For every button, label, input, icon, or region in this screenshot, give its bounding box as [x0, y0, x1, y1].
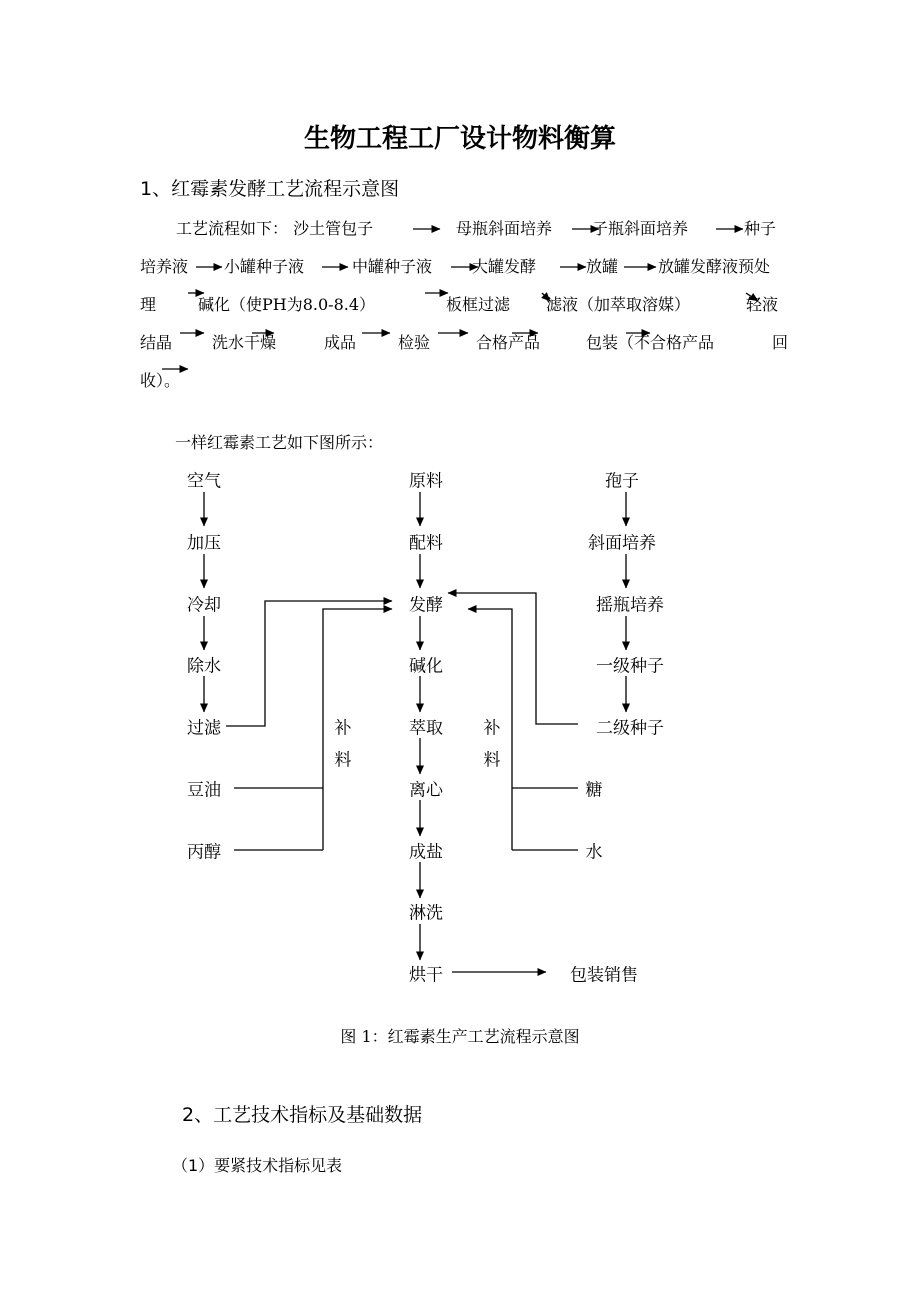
section-2-heading: 2、工艺技术指标及基础数据	[182, 1104, 423, 1126]
process-step: 种子	[744, 219, 777, 238]
process-step: 收）。	[140, 371, 181, 390]
node-compress: 加压	[187, 533, 221, 554]
diagram-intro: 一样红霉素工艺如下图所示：	[175, 433, 384, 452]
node-cool: 冷却	[187, 595, 221, 616]
node-raw-material: 原料	[409, 471, 443, 492]
node-sugar: 糖	[585, 780, 603, 801]
node-packaging-sales: 包装销售	[570, 965, 638, 986]
node-fermentation: 发酵	[409, 595, 443, 616]
node-salt-formation: 成盐	[409, 842, 443, 863]
node-alkalize: 碱化	[409, 656, 443, 677]
supplement-right-char-1: 补	[483, 718, 501, 739]
section-2-subheading: （1）要紧技术指标见表	[172, 1156, 343, 1175]
process-step: 大罐发酵	[472, 257, 537, 276]
process-step: 轻液	[746, 295, 779, 314]
process-step: 包装（不合格产品	[586, 333, 715, 352]
process-step: 结晶	[140, 333, 173, 352]
process-step: 中罐种子液	[352, 257, 433, 276]
node-air: 空气	[187, 471, 221, 492]
arrow-seed2-to-ferment	[448, 593, 578, 724]
node-seed-level-1: 一级种子	[596, 656, 664, 677]
process-arrow	[746, 293, 758, 301]
page-title: 生物工程工厂设计物料衡算	[303, 124, 616, 154]
process-step: 回	[772, 333, 789, 352]
process-step: 母瓶斜面培养	[456, 219, 553, 238]
supplement-left-char-2: 料	[334, 750, 352, 771]
node-slant-culture: 斜面培养	[588, 533, 656, 554]
process-step: 碱化（使PH为8.0-8.4）	[198, 295, 376, 314]
node-dewater: 除水	[187, 656, 221, 677]
figure-caption: 图 1：红霉素生产工艺流程示意图	[340, 1027, 580, 1046]
process-step: 滤液（加萃取溶媒）	[546, 295, 691, 314]
node-propanol: 丙醇	[187, 842, 221, 863]
process-step: 小罐种子液	[224, 257, 305, 276]
arrow-left-supplement	[323, 609, 392, 850]
node-spore: 孢子	[605, 471, 639, 492]
process-step: 理	[140, 295, 157, 314]
node-shake-flask: 摇瓶培养	[596, 595, 664, 616]
process-step: 培养液	[140, 257, 189, 276]
process-arrow	[542, 293, 550, 301]
node-washing: 淋洗	[409, 903, 443, 924]
process-step: 板框过滤	[446, 295, 511, 314]
process-step: 放罐	[586, 257, 619, 276]
node-extraction: 萃取	[409, 718, 443, 739]
node-centrifuge: 离心	[409, 780, 443, 801]
process-step: 工艺流程如下： 沙土管包子	[176, 219, 374, 238]
node-seed-level-2: 二级种子	[596, 718, 664, 739]
process-step: 合格产品	[476, 333, 541, 352]
node-batching: 配料	[409, 533, 443, 554]
supplement-left-char-1: 补	[334, 718, 352, 739]
node-soybean-oil: 豆油	[187, 780, 221, 801]
arrow-filter-to-ferment	[226, 601, 392, 726]
supplement-right-char-2: 料	[483, 750, 501, 771]
node-water: 水	[585, 842, 603, 863]
process-step: 洗水干燥	[212, 333, 277, 352]
process-step: 放罐发酵液预处	[658, 257, 771, 276]
process-step: 检验	[398, 333, 431, 352]
process-step: 子瓶斜面培养	[592, 219, 689, 238]
process-step: 成品	[324, 333, 357, 352]
node-filter: 过滤	[187, 718, 221, 739]
node-drying: 烘干	[409, 965, 443, 986]
section-1-heading: 1、红霉素发酵工艺流程示意图	[140, 178, 400, 200]
